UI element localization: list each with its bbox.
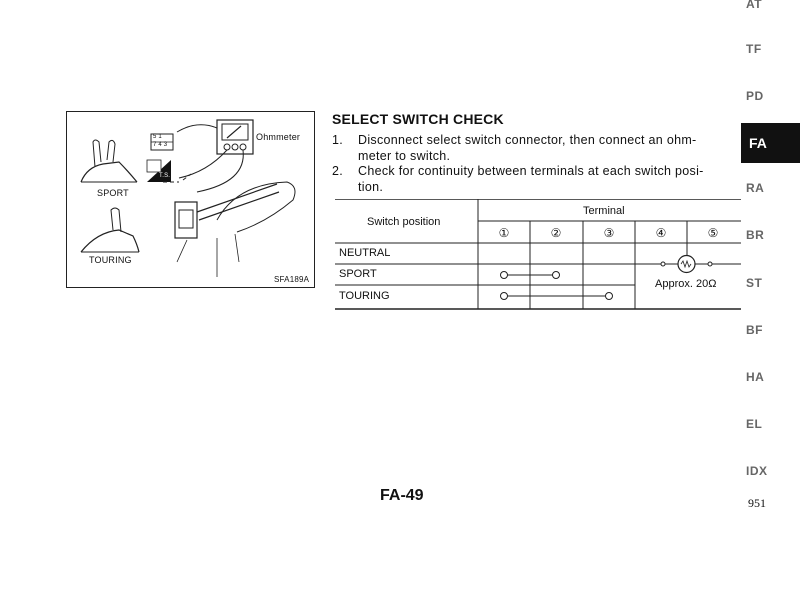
side-tab-ha[interactable]: HA [746,370,765,384]
connector-top-label: 5 1 [153,134,162,140]
terminal-4: ④ [655,226,667,240]
side-tab-ra[interactable]: RA [746,181,765,195]
ts-label: T.S. [159,173,171,179]
terminal-2: ② [550,226,562,240]
step-2-text [358,163,742,195]
connector-bottom-label: 7 4 3 [153,142,168,148]
side-tab-at[interactable]: AT [746,0,763,11]
resistance-value: Approx. 20Ω [655,278,717,290]
side-tab-fa-active[interactable]: FA [741,123,800,163]
step-1-line1: Disconnect select switch connector, then connect an ohm- [358,133,697,147]
sport-label: SPORT [97,188,129,198]
step-1-line2: meter to switch. [358,149,451,163]
side-tab-tf[interactable]: TF [746,42,762,56]
side-tab-br[interactable]: BR [746,228,765,242]
terminal-5: ⑤ [707,226,719,240]
page-number: 951 [748,496,766,510]
side-tab-el[interactable]: EL [746,417,763,431]
side-tab-bf[interactable]: BF [746,323,763,337]
side-tab-pd[interactable]: PD [746,89,764,103]
continuity-table [335,199,741,311]
figure-code: SFA189A [274,275,310,284]
row-touring: TOURING [339,290,390,302]
touring-label: TOURING [89,255,132,265]
side-tab-idx[interactable]: IDX [746,464,768,478]
side-tab-st[interactable]: ST [746,276,763,290]
row-neutral: NEUTRAL [339,247,391,259]
step-2-number: 2. [332,164,344,178]
row-sport: SPORT [339,268,377,280]
page-code: FA-49 [380,487,424,504]
ohmmeter-label: Ohmmeter [256,132,301,142]
step-1-number: 1. [332,133,344,147]
header-terminal: Terminal [583,205,625,217]
terminal-1: ① [498,226,510,240]
terminal-3: ③ [603,226,615,240]
section-title: SELECT SWITCH CHECK [332,111,504,127]
step-2-line1: Check for continuity between terminals at each switch posi- [358,164,704,178]
step-2-line2: tion. [358,180,384,194]
header-switch-position: Switch position [367,216,441,228]
select-switch-figure [66,111,315,288]
step-1-text [358,132,742,164]
